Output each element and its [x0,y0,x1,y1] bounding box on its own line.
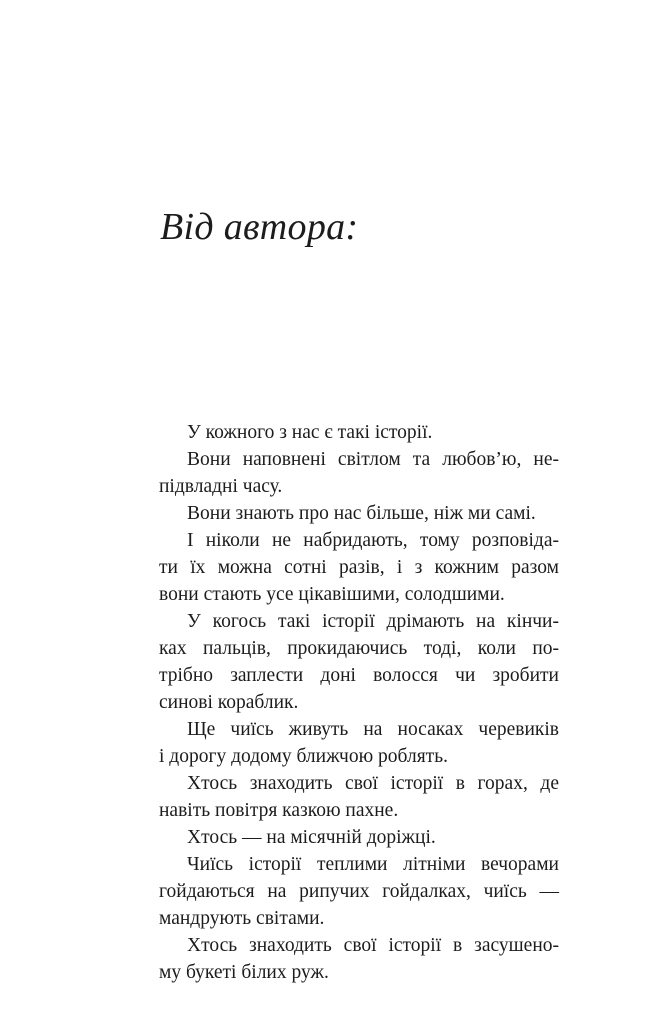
chapter-heading: Від автора: [160,206,359,248]
text-line: навіть повітря казкою пахне. [159,800,399,821]
text-line: Ще чиїсь живуть на носаках черевиків [187,719,559,740]
text-line: У кожного з нас є такі історії. [187,422,433,443]
text-line: вони стають усе цікавішими, солодшими. [159,584,505,605]
text-line: Чиїсь історії теплими літніми вечорами [187,854,559,875]
text-line: У когось такі історії дрімають на кінчи- [187,611,559,632]
text-line: гойдаються на рипучих гойдалках, чиїсь — [159,881,559,902]
text-line: Хтось знаходить свої історії в засушено- [187,935,559,956]
text-line: І ніколи не набридають, тому розповіда- [187,530,559,551]
text-line: Хтось — на місячній доріжці. [187,827,436,848]
text-line: му букеті білих руж. [159,962,329,983]
text-line: Хтось знаходить свої історії в горах, де [187,773,559,794]
text-line: підвладні часу. [159,476,283,497]
text-line: трібно заплести доні волосся чи зробити [159,665,559,686]
text-line: синові кораблик. [159,692,299,713]
text-line: Вони знають про нас більше, ніж ми самі. [187,503,536,524]
text-line: мандрують світами. [159,908,325,929]
text-line: Вони наповнені світлом та любов’ю, не- [187,449,559,470]
text-line: і дорогу додому ближчою роблять. [159,746,448,767]
text-line: ках пальців, прокидаючись тоді, коли по- [159,638,559,659]
text-line: ти їх можна сотні разів, і з кожним разом [159,557,559,578]
body-text [159,419,559,986]
